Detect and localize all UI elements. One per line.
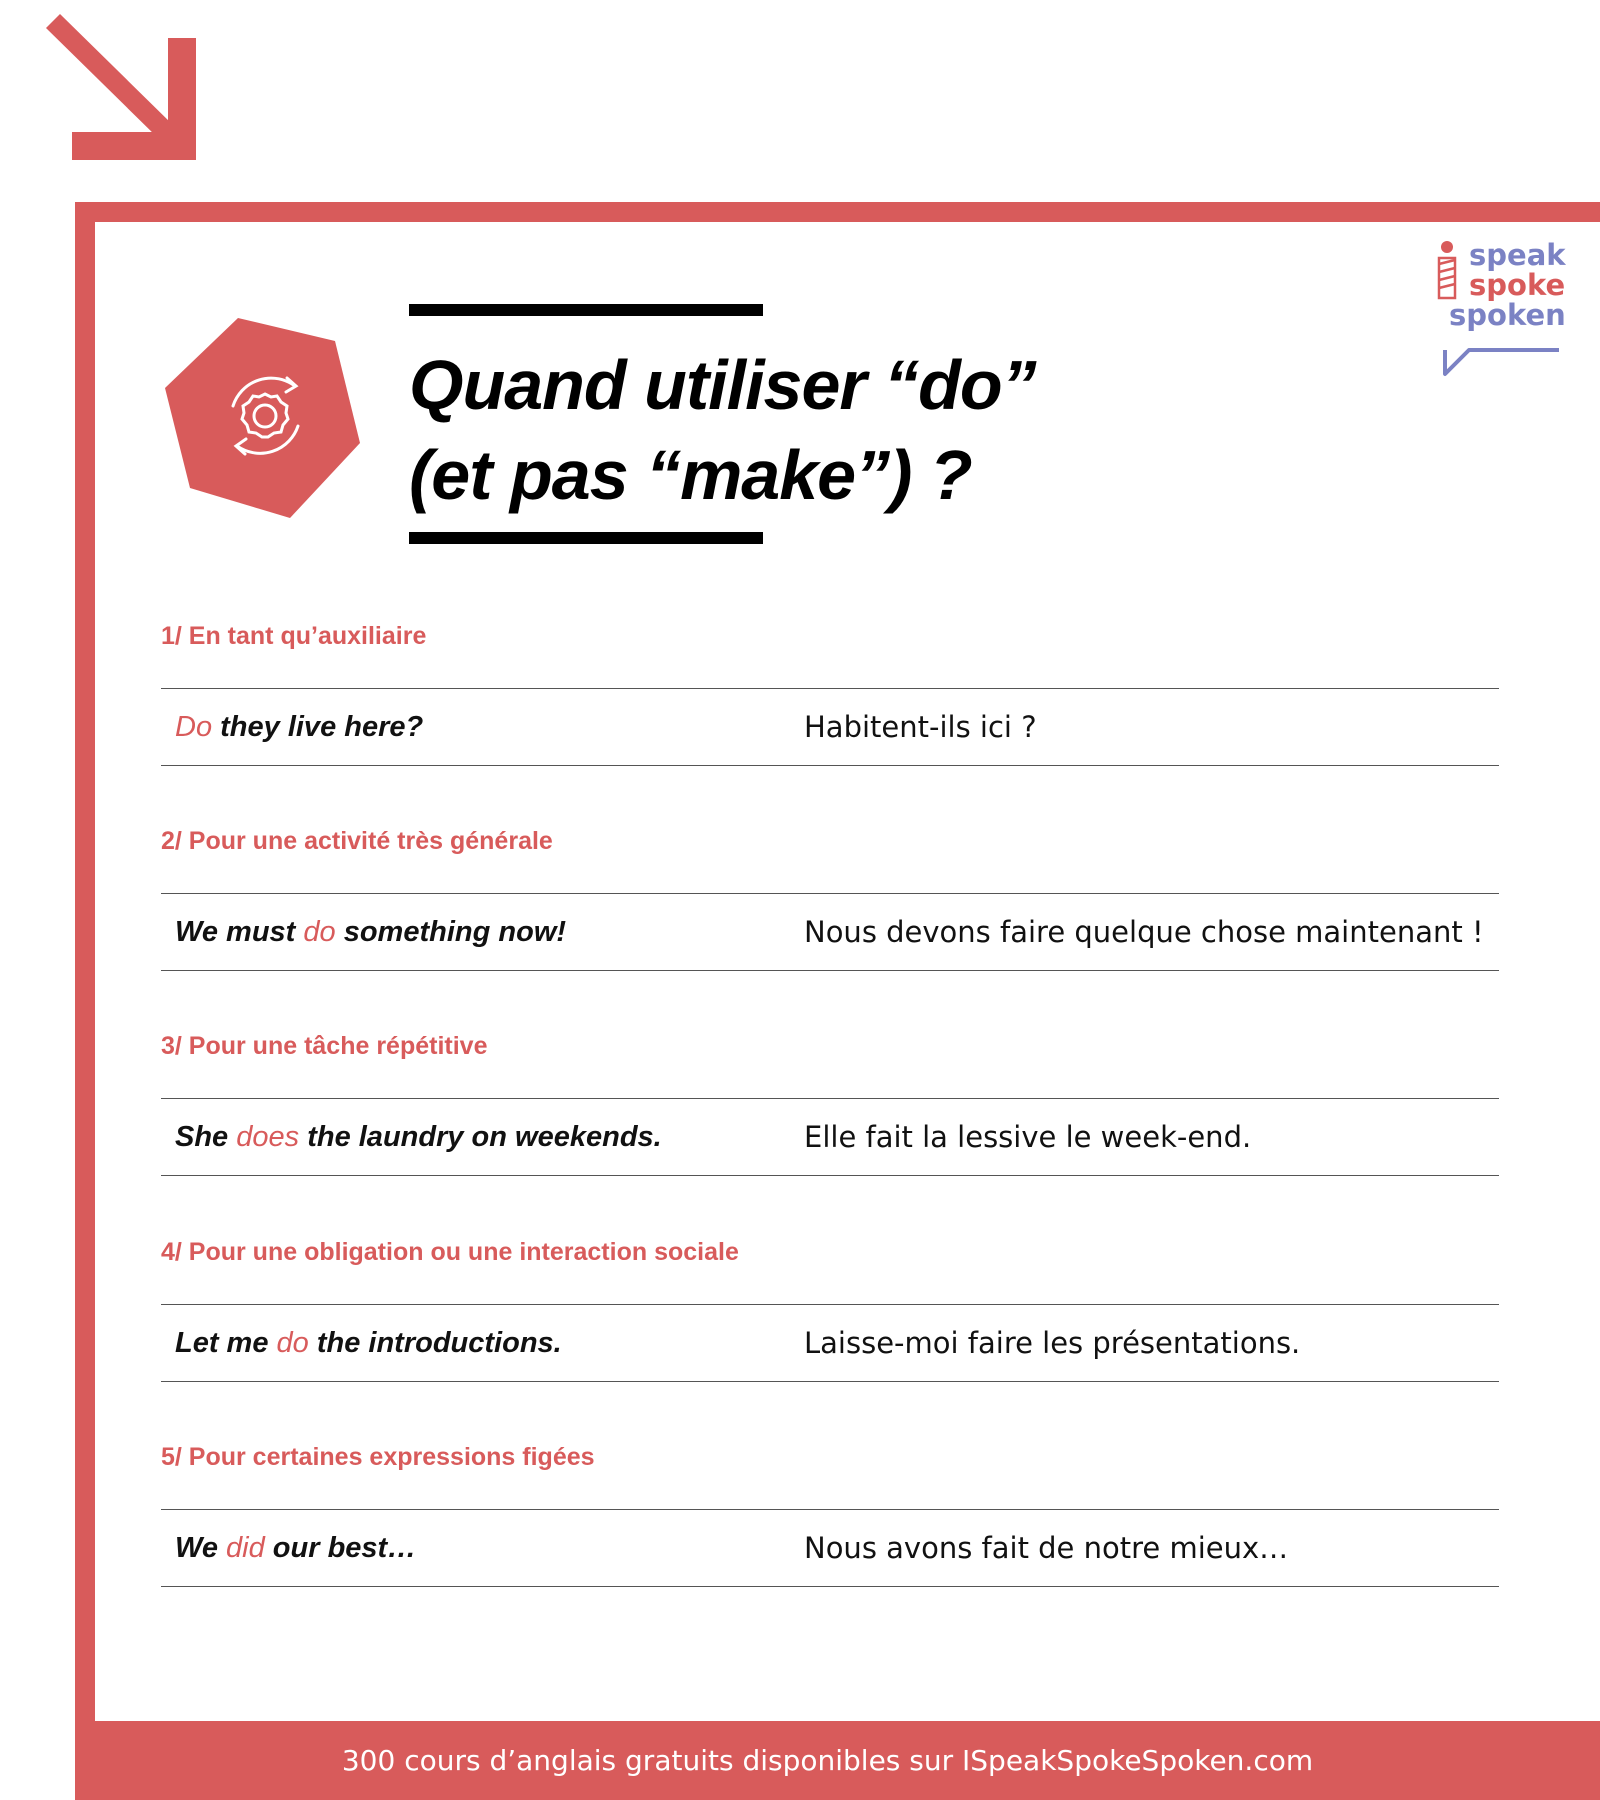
example-english-post: the introductions.	[308, 1327, 562, 1359]
logo-word-spoken: spoken	[1449, 298, 1566, 332]
example-highlight: Do	[175, 711, 213, 743]
example-row	[161, 1509, 1499, 1587]
title-bar-top	[409, 304, 763, 316]
section-heading: 3/ Pour une tâche répétitive	[161, 1032, 488, 1060]
example-english	[175, 1510, 416, 1586]
title-line-2: (et pas “make”) ?	[409, 436, 972, 514]
page-title	[409, 340, 1036, 520]
example-french: Elle fait la lessive le week-end.	[804, 1120, 1252, 1154]
content-card	[75, 202, 1600, 1800]
example-english-post: they live here?	[212, 711, 424, 743]
example-row	[161, 1098, 1499, 1176]
example-french: Habitent-ils ici ?	[804, 710, 1037, 744]
brand-logo	[1433, 240, 1573, 412]
example-english	[175, 1305, 562, 1381]
section-heading: 5/ Pour certaines expressions figées	[161, 1443, 595, 1471]
example-english-post: the laundry on weekends.	[299, 1121, 662, 1153]
section-heading: 1/ En tant qu’auxiliaire	[161, 622, 427, 650]
logo-word-speak: speak	[1469, 238, 1566, 272]
example-french: Nous avons fait de notre mieux…	[804, 1531, 1289, 1565]
example-english-pre: We must	[175, 916, 304, 948]
example-english	[175, 894, 566, 970]
example-english	[175, 1099, 662, 1175]
example-english-pre: She	[175, 1121, 237, 1153]
example-french: Laisse-moi faire les présentations.	[804, 1326, 1301, 1360]
example-row	[161, 1304, 1499, 1382]
example-row	[161, 893, 1499, 971]
example-english	[175, 689, 423, 765]
arrow-down-right-icon	[46, 14, 196, 160]
example-row	[161, 688, 1499, 766]
example-highlight: do	[303, 916, 336, 948]
gear-cycle-icon	[165, 318, 365, 518]
example-english-post: our best…	[264, 1532, 417, 1564]
title-bar-bottom	[409, 532, 763, 544]
example-english-post: something now!	[335, 916, 567, 948]
example-english-pre: We	[175, 1532, 227, 1564]
speech-tail-icon	[1441, 344, 1571, 394]
example-highlight: does	[236, 1121, 300, 1153]
logo-word-spoke: spoke	[1469, 268, 1566, 302]
title-line-1: Quand utiliser “do”	[409, 346, 1036, 424]
footer-text: 300 cours d’anglais gratuits disponibles sur ISpeakSpokeSpoken.com	[341, 1744, 1314, 1777]
example-highlight: do	[276, 1327, 309, 1359]
footer-banner	[75, 1721, 1580, 1800]
section-heading: 4/ Pour une obligation ou une interaction sociale	[161, 1238, 739, 1266]
logo-i-icon	[1433, 240, 1463, 300]
section-heading: 2/ Pour une activité très générale	[161, 827, 553, 855]
example-highlight: did	[226, 1532, 265, 1564]
card-inner	[95, 222, 1600, 1721]
example-french: Nous devons faire quelque chose maintenant !	[804, 915, 1484, 949]
example-english-pre: Let me	[175, 1327, 277, 1359]
